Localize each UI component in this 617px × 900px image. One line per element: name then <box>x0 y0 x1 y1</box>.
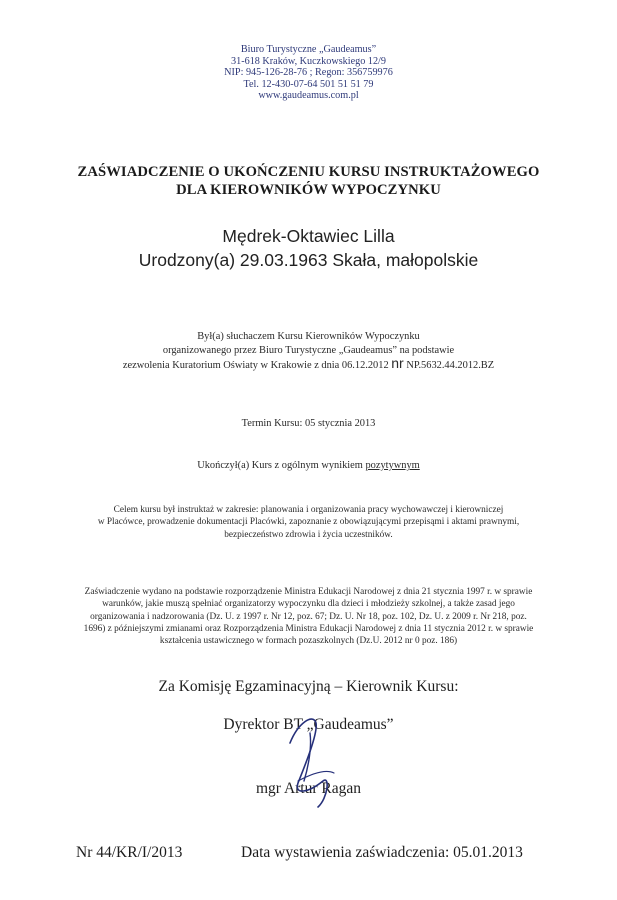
title-line-1: ZAŚWIADCZENIE O UKOŃCZENIU KURSU INSTRUKTAŻOWEGO <box>77 164 540 180</box>
result-text: Ukończył(a) Kurs z ogólnym wynikiem <box>197 460 363 471</box>
participant-name: Mędrek-Oktawiec Lilla <box>222 226 395 246</box>
result-value: pozytywnym <box>365 460 420 471</box>
course-term-text: Termin Kursu: 05 stycznia 2013 <box>241 418 376 429</box>
certificate-number: Nr 44/KR/I/2013 <box>76 844 183 861</box>
commission-label: Za Komisję Egzaminacyjną – Kierownik Kursu: <box>158 678 459 695</box>
legal-line-5: kształcenia ustawicznego w formach pozaszkolnych (Dz.U. 2012 nr 0 poz. 186) <box>159 636 458 647</box>
handwritten-signature-icon <box>268 703 363 813</box>
course-info <box>0 330 617 373</box>
permit-number: NP.5632.44.2012.BZ <box>406 360 495 372</box>
course-line-3 <box>0 357 617 373</box>
issue-date: Data wystawienia zaświadczenia: 05.01.2013 <box>241 844 523 861</box>
document-title <box>0 163 617 199</box>
legal-line-4: 1696) z późniejszymi zmianami oraz Rozporządzenia Ministra Edukacji Narodowej z dnia 11 stycznia 2012 r. w sprawie <box>83 623 534 634</box>
course-purpose <box>0 504 617 541</box>
company-address: 31-618 Kraków, Kuczkowskiego 12/9 <box>231 55 386 67</box>
course-line-1: Był(a) słuchaczem Kursu Kierowników Wypoczynku <box>197 331 420 342</box>
course-line-2: organizowanego przez Biuro Turystyczne „Gaudeamus” na podstawie <box>162 344 455 356</box>
company-phone: Tel. 12-430-07-64 501 51 51 79 <box>243 78 374 90</box>
permit-text: zezwolenia Kuratorium Oświaty w Krakowie z dnia 06.12.2012 <box>122 360 389 372</box>
course-term <box>0 417 617 431</box>
legal-line-1: Zaświadczenie wydano na podstawie rozporządzenie Ministra Edukacji Narodowej z dnia 21 stycznia 1997 r. w sprawie <box>84 587 533 597</box>
course-result <box>0 459 617 473</box>
legal-basis <box>0 586 617 647</box>
purpose-line-2: w Placówce, prowadzenie dokumentacji Placówki, zapoznanie z obowiązującymi przepisąmi i aktami prawnymi, <box>97 517 520 528</box>
company-name: Biuro Turystyczne „Gaudeamus” <box>240 44 377 55</box>
letterhead <box>0 44 617 102</box>
company-nip-regon: NIP: 945-126-28-76 ; Regon: 356759976 <box>224 67 393 79</box>
company-website: www.gaudeamus.com.pl <box>258 90 359 102</box>
purpose-line-3: bezpieczeństwo zdrowia i życia uczestników. <box>224 529 393 540</box>
participant <box>0 224 617 272</box>
participant-birth: Urodzony(a) 29.03.1963 Skała, małopolskie <box>138 250 479 270</box>
director-title: Dyrektor BT „Gaudeamus” <box>223 716 394 733</box>
title-line-2: DLA KIEROWNIKÓW WYPOCZYNKU <box>176 182 441 198</box>
purpose-line-1: Celem kursu był instruktaż w zakresie: planowania i organizowania pracy wychowawczej i kierowniczej <box>113 505 504 515</box>
legal-line-3: organizowania i nadzorowania (Dz. U. z 1997 r. Nr 12, poz. 67; Dz. U. Nr 18, poz. 102, Dz. U. z 2009 r. Nr 218, poz. <box>90 611 527 622</box>
legal-line-2: warunków, jakie muszą spełniać organizatorzy wypoczynku dla dzieci i młodzieży szkolnej, a także zasad jego <box>102 599 515 610</box>
permit-nr: nr <box>391 355 404 372</box>
director-name: mgr Artur Ragan <box>255 780 362 797</box>
